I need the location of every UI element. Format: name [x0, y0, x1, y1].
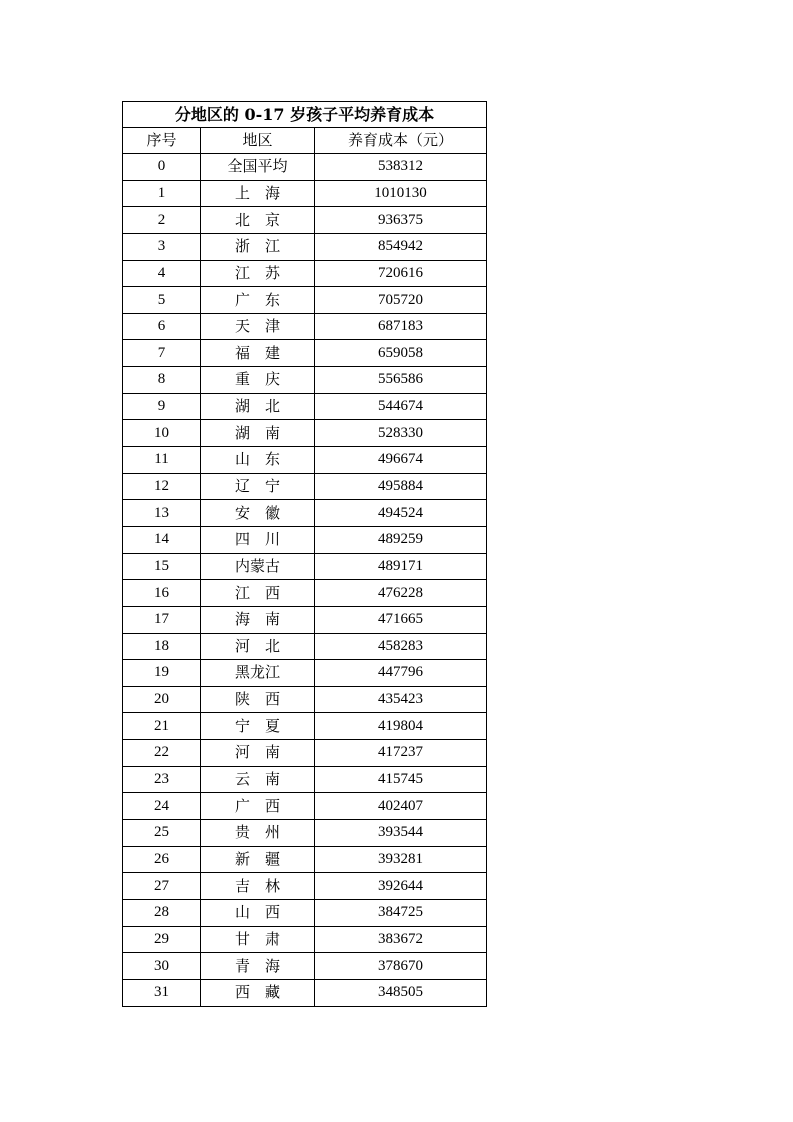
cell-index: 22: [123, 740, 201, 767]
cell-cost: 489171: [315, 553, 487, 580]
cell-cost: 687183: [315, 313, 487, 340]
cell-region: 北 京: [201, 207, 315, 234]
cell-cost: 471665: [315, 606, 487, 633]
table-row: [123, 606, 487, 633]
cell-index: 25: [123, 820, 201, 847]
cell-index: 6: [123, 313, 201, 340]
cell-cost: 528330: [315, 420, 487, 447]
table-row: [123, 420, 487, 447]
cell-cost: 720616: [315, 260, 487, 287]
table-row: [123, 713, 487, 740]
cell-index: 18: [123, 633, 201, 660]
cell-region: 重 庆: [201, 367, 315, 394]
cell-region: 陕 西: [201, 686, 315, 713]
cell-cost: 417237: [315, 740, 487, 767]
cell-cost: 1010130: [315, 180, 487, 207]
cell-cost: 476228: [315, 580, 487, 607]
table-title-row: [123, 102, 487, 128]
table-row: [123, 580, 487, 607]
cell-index: 12: [123, 473, 201, 500]
cell-cost: 348505: [315, 979, 487, 1006]
table-row: [123, 500, 487, 527]
cell-cost: 494524: [315, 500, 487, 527]
table-row: [123, 526, 487, 553]
cell-index: 23: [123, 766, 201, 793]
table-row: [123, 473, 487, 500]
cell-region: 新 疆: [201, 846, 315, 873]
cell-cost: 393544: [315, 820, 487, 847]
cell-index: 1: [123, 180, 201, 207]
table-row: [123, 793, 487, 820]
cell-index: 5: [123, 287, 201, 314]
cell-region: 江 苏: [201, 260, 315, 287]
cell-index: 26: [123, 846, 201, 873]
table-row: [123, 313, 487, 340]
cell-index: 20: [123, 686, 201, 713]
table-row: [123, 899, 487, 926]
table-row: [123, 287, 487, 314]
cell-cost: 447796: [315, 660, 487, 687]
table-row: [123, 207, 487, 234]
cell-index: 31: [123, 979, 201, 1006]
cell-region: 广 东: [201, 287, 315, 314]
cell-region: 内蒙古: [201, 553, 315, 580]
cell-cost: 544674: [315, 393, 487, 420]
cell-region: 吉 林: [201, 873, 315, 900]
cell-region: 福 建: [201, 340, 315, 367]
cell-region: 湖 北: [201, 393, 315, 420]
cell-cost: 393281: [315, 846, 487, 873]
cell-cost: 495884: [315, 473, 487, 500]
cell-region: 江 西: [201, 580, 315, 607]
cell-index: 0: [123, 154, 201, 181]
cell-cost: 496674: [315, 447, 487, 474]
table-row: [123, 926, 487, 953]
cell-cost: 489259: [315, 526, 487, 553]
table-body: [123, 154, 487, 1007]
cell-index: 14: [123, 526, 201, 553]
cell-index: 17: [123, 606, 201, 633]
cell-index: 24: [123, 793, 201, 820]
cell-index: 19: [123, 660, 201, 687]
cell-index: 4: [123, 260, 201, 287]
table-title: 分地区的 0-17 岁孩子平均养育成本: [123, 102, 487, 128]
cell-cost: 705720: [315, 287, 487, 314]
cell-index: 13: [123, 500, 201, 527]
cell-index: 3: [123, 233, 201, 260]
cell-cost: 936375: [315, 207, 487, 234]
cell-cost: 556586: [315, 367, 487, 394]
cell-index: 9: [123, 393, 201, 420]
table-row: [123, 180, 487, 207]
cell-region: 辽 宁: [201, 473, 315, 500]
table-row: [123, 686, 487, 713]
cell-index: 10: [123, 420, 201, 447]
cell-region: 西 藏: [201, 979, 315, 1006]
cell-cost: 402407: [315, 793, 487, 820]
table-row: [123, 447, 487, 474]
cell-region: 上 海: [201, 180, 315, 207]
header-cost: 养育成本（元）: [315, 128, 487, 154]
table-row: [123, 766, 487, 793]
cell-cost: 378670: [315, 953, 487, 980]
cell-index: 29: [123, 926, 201, 953]
cell-region: 云 南: [201, 766, 315, 793]
table-row: [123, 233, 487, 260]
cell-cost: 435423: [315, 686, 487, 713]
header-index: 序号: [123, 128, 201, 154]
cell-index: 28: [123, 899, 201, 926]
cell-region: 山 西: [201, 899, 315, 926]
cell-cost: 419804: [315, 713, 487, 740]
cell-region: 贵 州: [201, 820, 315, 847]
cost-table: [122, 101, 487, 1007]
cell-index: 11: [123, 447, 201, 474]
table-row: [123, 660, 487, 687]
cell-region: 青 海: [201, 953, 315, 980]
cell-region: 四 川: [201, 526, 315, 553]
cell-index: 30: [123, 953, 201, 980]
cell-index: 2: [123, 207, 201, 234]
table-row: [123, 820, 487, 847]
table-row: [123, 553, 487, 580]
cell-region: 河 南: [201, 740, 315, 767]
cell-index: 27: [123, 873, 201, 900]
cell-region: 河 北: [201, 633, 315, 660]
cell-region: 广 西: [201, 793, 315, 820]
cell-region: 黑龙江: [201, 660, 315, 687]
table-row: [123, 873, 487, 900]
cell-index: 7: [123, 340, 201, 367]
cell-region: 浙 江: [201, 233, 315, 260]
cell-cost: 392644: [315, 873, 487, 900]
cell-region: 海 南: [201, 606, 315, 633]
table-row: [123, 154, 487, 181]
cell-region: 湖 南: [201, 420, 315, 447]
cell-region: 甘 肃: [201, 926, 315, 953]
cell-index: 8: [123, 367, 201, 394]
table-row: [123, 953, 487, 980]
cell-cost: 854942: [315, 233, 487, 260]
cell-region: 全国平均: [201, 154, 315, 181]
cell-cost: 415745: [315, 766, 487, 793]
cell-region: 天 津: [201, 313, 315, 340]
table-row: [123, 340, 487, 367]
table-row: [123, 846, 487, 873]
table-row: [123, 633, 487, 660]
cell-index: 15: [123, 553, 201, 580]
cell-cost: 538312: [315, 154, 487, 181]
cell-region: 宁 夏: [201, 713, 315, 740]
table-row: [123, 260, 487, 287]
cell-cost: 383672: [315, 926, 487, 953]
cell-cost: 659058: [315, 340, 487, 367]
header-region: 地区: [201, 128, 315, 154]
table-row: [123, 979, 487, 1006]
cell-cost: 384725: [315, 899, 487, 926]
table-row: [123, 367, 487, 394]
cell-index: 21: [123, 713, 201, 740]
table-row: [123, 393, 487, 420]
table-row: [123, 740, 487, 767]
cell-region: 安 徽: [201, 500, 315, 527]
cell-region: 山 东: [201, 447, 315, 474]
cell-cost: 458283: [315, 633, 487, 660]
table-header-row: [123, 128, 487, 154]
cell-index: 16: [123, 580, 201, 607]
